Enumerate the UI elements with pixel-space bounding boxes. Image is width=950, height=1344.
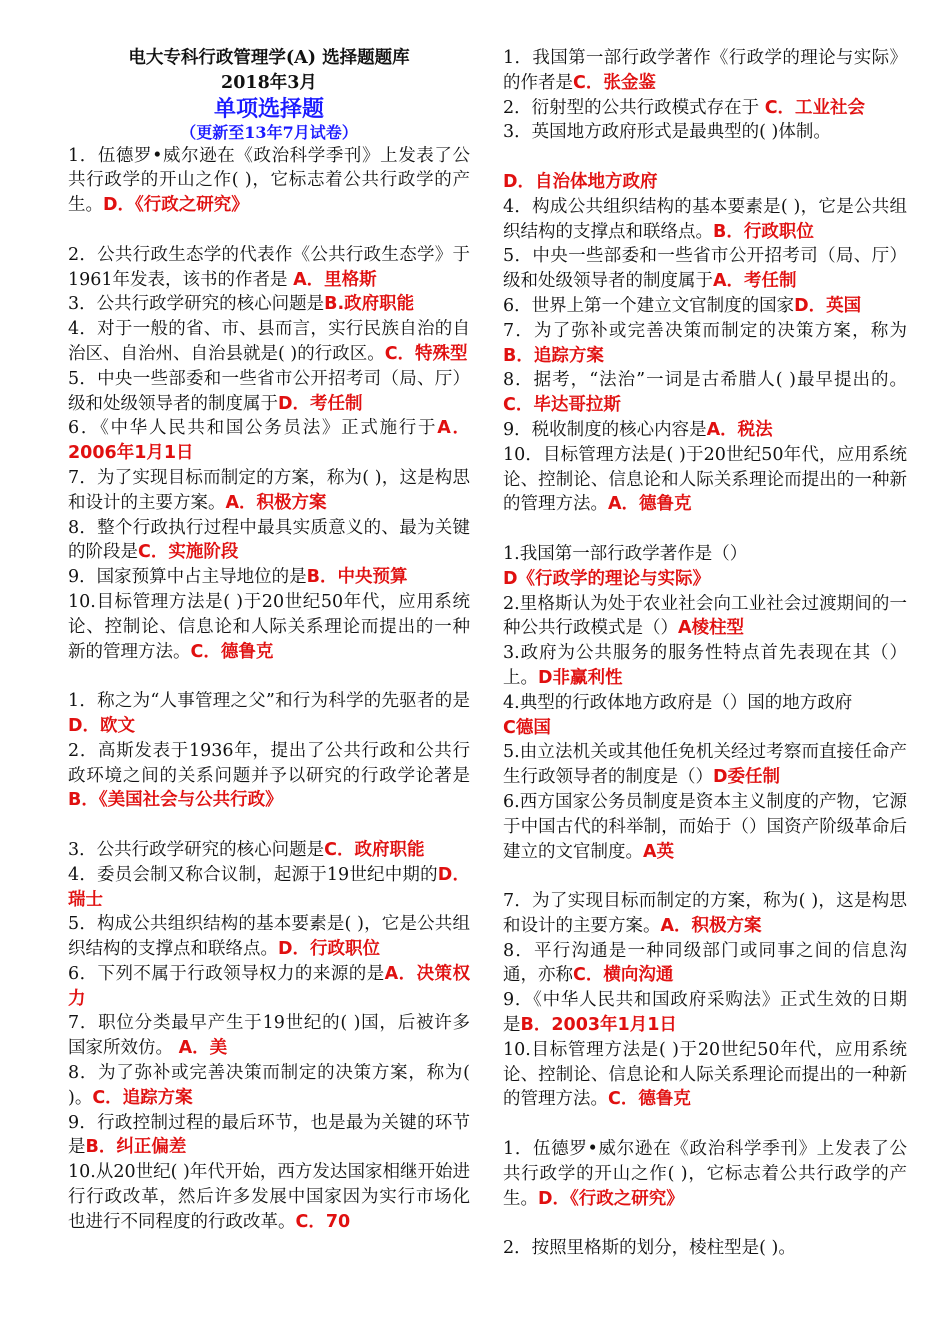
- answer-text: D．自治体地方政府: [503, 171, 658, 192]
- question-text: 9．《中华人民共和国政府采购法》正式生效的日期是: [503, 990, 907, 1036]
- question-item: [503, 418, 907, 443]
- question-item: [68, 1061, 470, 1111]
- answer-text: D委任制: [713, 767, 781, 788]
- question-item: [68, 912, 470, 962]
- question-text: 4．委员会制又称合议制，起源于19世纪中期的: [68, 864, 438, 885]
- answer-text: C．特殊型: [384, 343, 468, 364]
- answer-text: C．毕达哥拉斯: [503, 395, 621, 416]
- answer-text: B.政府职能: [324, 294, 415, 315]
- question-item: [68, 466, 470, 516]
- question-item: [503, 592, 907, 642]
- blank-line: [503, 864, 907, 889]
- question-text: 2．高斯发表于1936年，提出了公共行政和公共行政环境之间的关系问题并予以研究的行政学论著是: [68, 740, 470, 786]
- question-item: [503, 641, 907, 691]
- question-item: [68, 292, 470, 317]
- answer-text: B．纠正偏差: [85, 1137, 187, 1158]
- question-text: 5．中央一些部委和一些省市公开招考司（局、厅）级和处级领导者的制度属于: [68, 368, 470, 414]
- question-item: [503, 716, 907, 741]
- question-text: 3．公共行政学研究的核心问题是: [68, 839, 325, 860]
- answer-text: C．政府职能: [324, 839, 425, 860]
- answer-text: A．美: [178, 1038, 228, 1059]
- question-item: [503, 96, 907, 121]
- blank-line: [68, 664, 470, 689]
- question-text: 7．为了弥补或完善决策而制定的决策方案，称为: [503, 320, 907, 341]
- question-item: [68, 416, 470, 466]
- question-text: 6．世界上第一个建立文官制度的国家: [503, 295, 795, 316]
- question-item: [68, 1011, 470, 1061]
- answer-text: B．追踪方案: [503, 345, 604, 366]
- question-text: 7．为了实现目标而制定的方案，称为( )，这是构思和设计的主要方案。: [503, 891, 907, 936]
- question-text: 1.我国第一部行政学著作是（）: [503, 543, 748, 564]
- question-item: [68, 565, 470, 590]
- answer-text: C．追踪方案: [92, 1087, 193, 1108]
- answer-text: C．工业社会: [764, 97, 866, 118]
- question-item: [503, 1236, 907, 1261]
- left-column: [68, 46, 470, 1235]
- question-text: 8．据考，“法治”一词是古希腊人( )最早提出的。: [503, 370, 907, 391]
- question-item: [68, 367, 470, 417]
- answer-text: A．积极方案: [660, 915, 762, 936]
- answer-text: B．行政职位: [713, 221, 814, 242]
- question-item: [503, 195, 907, 245]
- answer-text: D．《行政之研究》: [103, 195, 249, 216]
- question-text: 10.从20世纪( )年代开始，西方发达国家相继开始进行行政改革，然后许多发展中国家因为实行市场化也进行不同程度的行政改革。: [68, 1162, 470, 1232]
- answer-text: A．2006年1月1日: [68, 418, 470, 464]
- question-item: [68, 863, 470, 913]
- question-item: [68, 243, 470, 293]
- answer-text: B．《美国社会与公共行政》: [68, 790, 283, 811]
- question-item: [68, 689, 470, 739]
- answer-text: A英: [643, 841, 675, 862]
- question-item: [503, 889, 907, 939]
- section-title: 单项选择题: [213, 95, 324, 122]
- answer-text: A．里格斯: [293, 269, 377, 290]
- answer-text: D．行政职位: [278, 939, 381, 960]
- answer-text: D．欧文: [68, 715, 136, 736]
- question-item: [503, 46, 907, 96]
- answer-text: C．德鲁克: [608, 1089, 691, 1110]
- question-item: [503, 567, 907, 592]
- question-item: [503, 368, 907, 418]
- right-question-list: [503, 46, 907, 1261]
- question-text: 1．伍德罗•威尔逊在《政治科学季刊》上发表了公共行政学的开山之作( )，它标志着公共行政学的产生。: [503, 1139, 907, 1209]
- question-text: 5．构成公共组织结构的基本要素是( )，它是公共组织结构的支撑点和联络点。: [68, 914, 470, 960]
- question-text: 2．衍射型的公共行政模式存在于: [503, 97, 765, 118]
- answer-text: C．横向沟通: [573, 965, 674, 986]
- question-text: 1．我国第一部行政学著作《行政学的理论与实际》的作者是: [503, 48, 907, 93]
- question-text: 8．平行沟通是一种同级部门或同事之间的信息沟通，亦称: [503, 940, 907, 986]
- question-text: 8．为了弥补或完善决策而制定的决策方案，称为( )。: [68, 1063, 470, 1108]
- question-item: [503, 740, 907, 790]
- answer-text: A．积极方案: [225, 492, 327, 513]
- document-title: 电大专科行政管理学(A) 选择题题库: [128, 48, 410, 68]
- question-text: 1．伍德罗•威尔逊在《政治科学季刊》上发表了公共行政学的开山之作( )，它标志着公共行政学的产生。: [68, 145, 470, 216]
- question-item: [503, 988, 907, 1038]
- question-item: [503, 244, 907, 294]
- question-item: [503, 939, 907, 989]
- answer-text: D《行政学的理论与实际》: [503, 568, 711, 589]
- question-text: 9．税收制度的核心内容是: [503, 419, 707, 440]
- question-item: [68, 590, 470, 664]
- question-text: 5.由立法机关或其他任免机关经过考察而直接任命产生行政领导者的制度是（）: [503, 742, 907, 788]
- question-text: 6．下列不属于行政领导权力的来源的是: [68, 963, 385, 984]
- question-text: 6.西方国家公务员制度是资本主义制度的产物，它源于中国古代的科举制，而始于（）国资产阶级革命后建立的文官制度。: [503, 791, 907, 862]
- answer-text: A．考任制: [713, 271, 797, 292]
- answer-text: D．考任制: [278, 393, 363, 414]
- question-item: [503, 294, 907, 319]
- question-item: [68, 1160, 470, 1234]
- question-text: 10．目标管理方法是( )于20世纪50年代，应用系统论、控制论、信息论和人际关系理论而提出的一种新的管理方法。: [503, 444, 907, 515]
- question-text: 4．对于一般的省、市、县而言，实行民族自治的自治区、自治州、自治县就是( )的行政区。: [68, 319, 470, 364]
- blank-line: [68, 218, 470, 243]
- answer-text: D非赢利性: [538, 667, 623, 688]
- blank-line: [503, 145, 907, 170]
- answer-text: A．决策权力: [68, 963, 470, 1009]
- question-item: [503, 319, 907, 369]
- question-item: [503, 1038, 907, 1112]
- question-item: [68, 962, 470, 1012]
- answer-text: D．英国: [794, 295, 862, 316]
- question-text: 8．整个行政执行过程中最具实质意义的、最为关键的阶段是: [68, 517, 470, 563]
- right-column: [503, 46, 907, 1261]
- answer-text: C．德鲁克: [190, 641, 274, 662]
- answer-text: A．税法: [706, 419, 773, 440]
- question-text: 1．称之为“人事管理之父”和行为科学的先驱者的是: [68, 691, 470, 712]
- question-text: 10.目标管理方法是( )于20世纪50年代，应用系统论、控制论、信息论和人际关系理论而提出的一种新的管理方法。: [503, 1039, 907, 1110]
- question-text: 5．中央一些部委和一些省市公开招考司（局、厅）级和处级领导者的制度属于: [503, 246, 907, 292]
- question-item: [503, 542, 907, 567]
- question-item: [68, 144, 470, 218]
- answer-text: A．德鲁克: [608, 494, 692, 515]
- question-text: 2．按照里格斯的划分，棱柱型是( )。: [503, 1238, 796, 1259]
- question-item: [68, 1111, 470, 1161]
- question-item: [503, 1137, 907, 1211]
- question-text: 3．公共行政学研究的核心问题是: [68, 294, 325, 315]
- question-item: [503, 443, 907, 517]
- question-item: [503, 691, 907, 716]
- answer-text: C德国: [503, 717, 551, 738]
- blank-line: [503, 517, 907, 542]
- section-subtitle: （更新至13年7月试卷）: [180, 122, 358, 142]
- answer-text: C．70: [295, 1211, 351, 1232]
- question-text: 2.里格斯认为处于农业社会向工业社会过渡期间的一种公共行政模式是（）: [503, 593, 907, 639]
- question-text: 7．为了实现目标而制定的方案，称为( )，这是构思和设计的主要方案。: [68, 467, 470, 513]
- blank-line: [68, 813, 470, 838]
- question-text: 3.政府为公共服务的服务性特点首先表现在其（）上。: [503, 643, 907, 688]
- question-text: 6．《中华人民共和国公务员法》正式施行于: [68, 418, 438, 439]
- question-item: [68, 516, 470, 566]
- question-text: 4.典型的行政体地方政府是（）国的地方政府: [503, 692, 853, 713]
- question-item: [503, 170, 907, 195]
- answer-text: C．张金鉴: [573, 72, 656, 93]
- question-item: [503, 120, 907, 145]
- answer-text: D．《行政之研究》: [538, 1188, 684, 1209]
- answer-text: C．实施阶段: [138, 542, 239, 563]
- question-text: 7．职位分类最早产生于19世纪的( )国，后被许多国家所效仿。: [68, 1013, 470, 1059]
- answer-text: D．瑞士: [68, 864, 470, 910]
- left-question-list: [68, 144, 470, 1235]
- title-block: [68, 46, 470, 144]
- question-text: 4．构成公共组织结构的基本要素是( )，它是公共组织结构的支撑点和联络点。: [503, 196, 907, 242]
- answer-text: B．中央预算: [306, 567, 408, 588]
- question-item: [68, 317, 470, 367]
- answer-text: B．2003年1月1日: [520, 1015, 677, 1036]
- question-item: [68, 838, 470, 863]
- document-date: 2018年3月: [221, 72, 317, 93]
- answer-text: A棱柱型: [678, 618, 745, 639]
- question-item: [503, 790, 907, 864]
- blank-line: [503, 1112, 907, 1137]
- question-text: 3．英国地方政府形式是最典型的( )体制。: [503, 122, 831, 143]
- blank-line: [503, 1211, 907, 1236]
- question-text: 9．行政控制过程的最后环节，也是最为关键的环节是: [68, 1112, 470, 1158]
- question-text: 9．国家预算中占主导地位的是: [68, 567, 307, 588]
- question-text: 10.目标管理方法是( )于20世纪50年代，应用系统论、控制论、信息论和人际关系理论而提出的一种新的管理方法。: [68, 591, 470, 662]
- question-item: [68, 739, 470, 813]
- question-text: 2．公共行政生态学的代表作《公共行政生态学》于1961年发表，该书的作者是: [68, 244, 470, 290]
